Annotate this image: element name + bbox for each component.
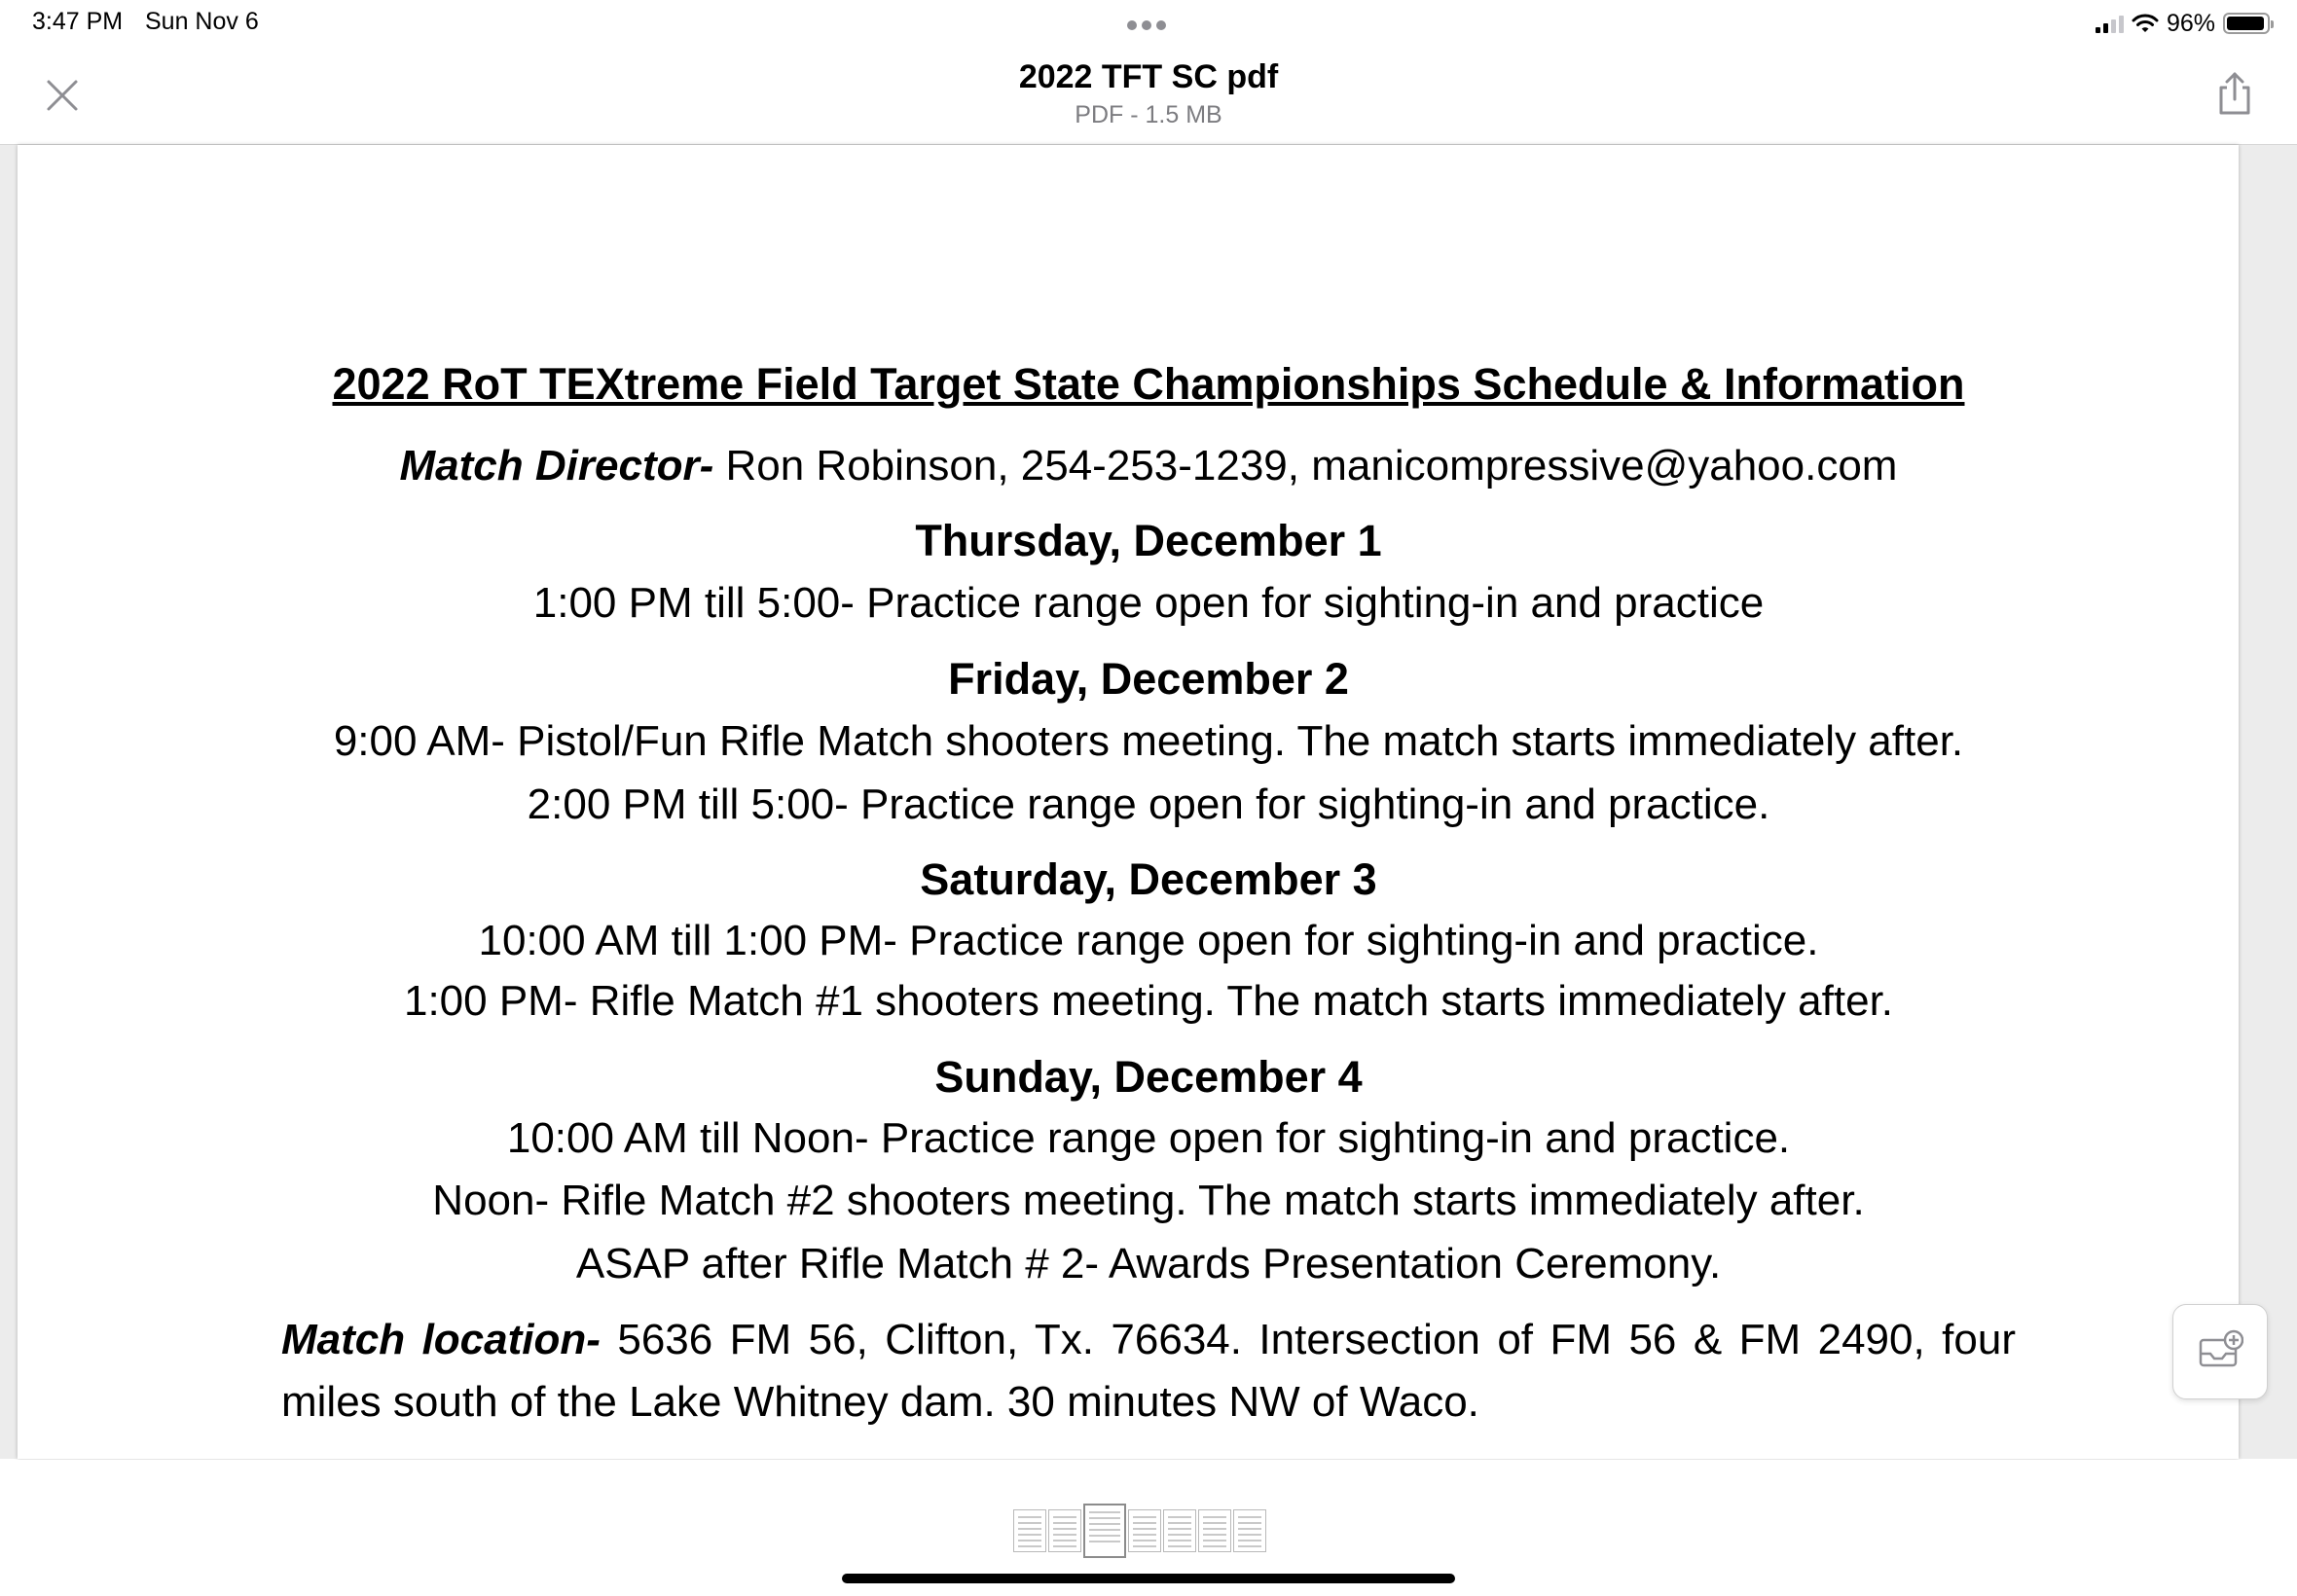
page-thumbnail[interactable] (1198, 1509, 1231, 1552)
document-title: 2022 TFT SC pdf (1018, 58, 1279, 95)
battery-percent: 96% (2166, 9, 2215, 37)
wifi-icon (2132, 13, 2159, 34)
status-date: Sun Nov 6 (145, 8, 259, 35)
page-thumbnail[interactable] (1048, 1509, 1081, 1552)
schedule-line: 9:00 AM- Pistol/Fun Rifle Match shooters meeting. The match starts immediately after. (333, 717, 1964, 765)
match-location-info: 5636 FM 56, Clifton, Tx. 76634. Intersection of FM 56 & FM 2490, four miles south of the Lake Whitney dam. 30 minutes NW of Waco. (281, 1316, 2016, 1426)
status-indicators (2096, 8, 2270, 39)
markup-icon (2197, 1328, 2243, 1375)
thumbnail-strip[interactable] (1013, 1504, 1266, 1558)
day-heading: Sunday, December 4 (934, 1052, 1363, 1102)
page-thumbnail[interactable] (1013, 1509, 1046, 1552)
status-bar (0, 0, 2297, 47)
match-director-label: Match Director- (399, 442, 714, 490)
schedule-line: 2:00 PM till 5:00- Practice range open for sighting-in and practice. (527, 780, 1770, 828)
home-indicator[interactable] (842, 1574, 1455, 1583)
battery-fill (2227, 17, 2264, 30)
more-dots-icon[interactable] (1127, 18, 1172, 29)
page-thumbnail[interactable] (1233, 1509, 1266, 1552)
day-heading: Friday, December 2 (948, 654, 1349, 704)
page-thumbnail-current[interactable] (1083, 1504, 1126, 1558)
page-thumbnail-bar (0, 1460, 2297, 1596)
page-thumbnail[interactable] (1163, 1509, 1196, 1552)
schedule-line: 1:00 PM till 5:00- Practice range open for sighting-in and practice (532, 579, 1765, 627)
match-director-line (0, 440, 2297, 492)
nav-bar (0, 47, 2297, 145)
markup-button[interactable] (2172, 1304, 2268, 1399)
signal-icon (2096, 14, 2124, 33)
page-thumbnail[interactable] (1128, 1509, 1161, 1552)
day-heading: Saturday, December 3 (920, 854, 1377, 904)
schedule-line: 1:00 PM- Rifle Match #1 shooters meeting. The match starts immediately after. (403, 977, 1894, 1025)
schedule-line: Noon- Rifle Match #2 shooters meeting. The match starts immediately after. (432, 1177, 1865, 1224)
schedule-line: ASAP after Rifle Match # 2- Awards Presentation Ceremony. (575, 1240, 1722, 1288)
document-subtitle: PDF - 1.5 MB (1075, 101, 1222, 128)
status-time: 3:47 PM (32, 8, 124, 35)
schedule-line: 10:00 AM till Noon- Practice range open for sighting-in and practice. (506, 1114, 1791, 1162)
document-viewer[interactable] (0, 145, 2297, 1459)
share-icon[interactable] (2211, 68, 2258, 119)
schedule-line: 10:00 AM till 1:00 PM- Practice range open for sighting-in and practice. (478, 917, 1819, 964)
battery-icon (2223, 13, 2270, 34)
match-location-block (281, 1309, 2016, 1433)
match-director-info: Ron Robinson, 254-253-1239, manicompressive@yahoo.com (713, 442, 1898, 490)
document-heading: 2022 RoT TEXtreme Field Target State Championships Schedule & Information (332, 359, 1965, 409)
match-location-label: Match location- (281, 1316, 601, 1363)
day-heading: Thursday, December 1 (915, 516, 1382, 565)
